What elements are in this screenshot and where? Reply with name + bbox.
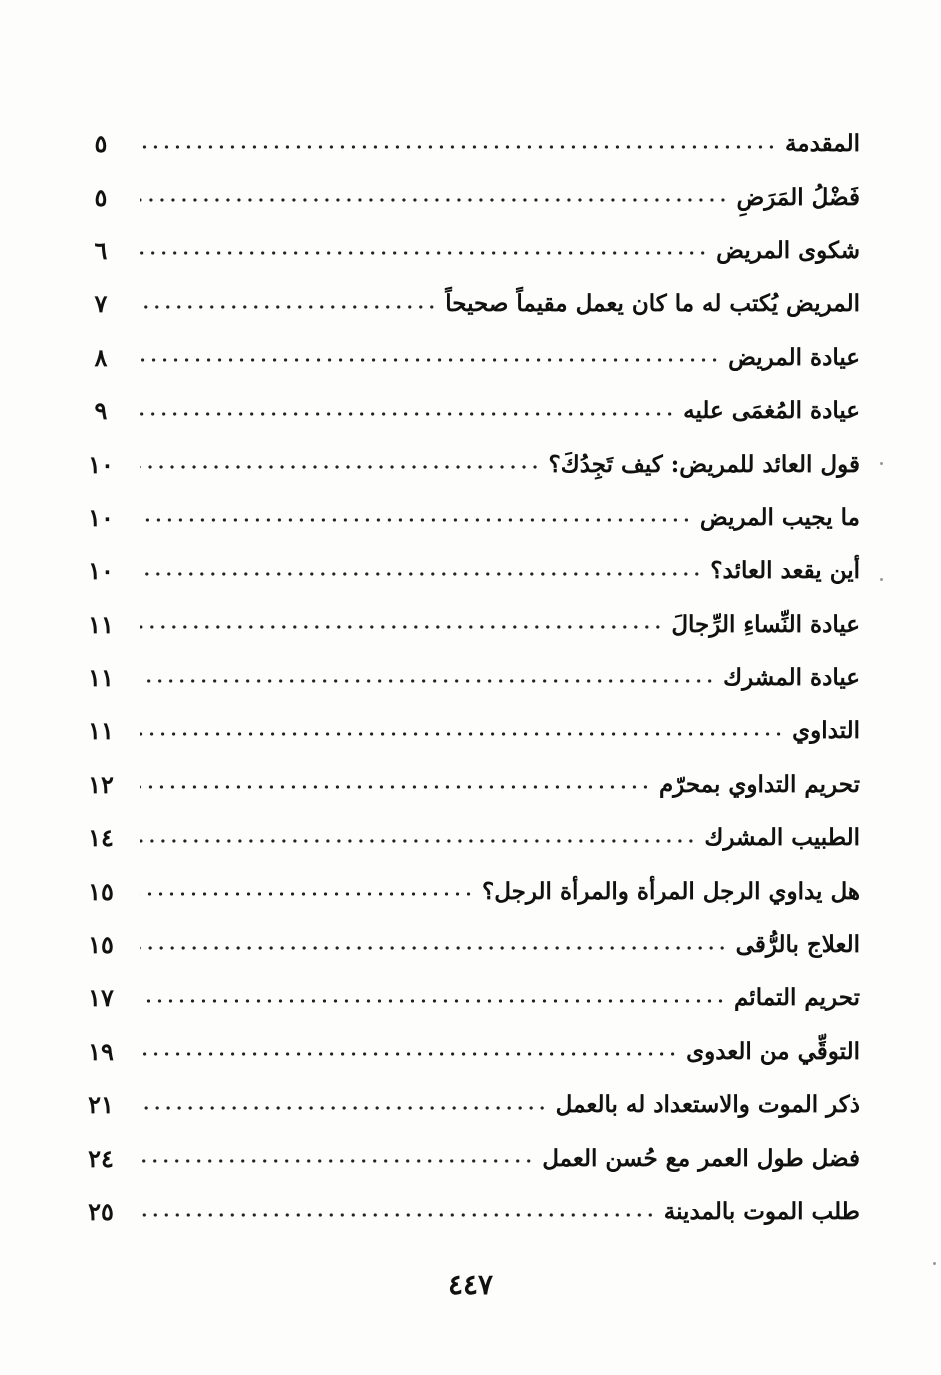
toc-entry-title: شكوى المريض	[716, 236, 860, 264]
toc-entry	[70, 1185, 860, 1238]
toc-entry-page: ٧	[94, 289, 108, 319]
toc-entry-page: ١٠	[88, 449, 114, 479]
toc-entry	[70, 544, 860, 597]
toc-entry-page: ١٥	[88, 876, 114, 906]
dot-leader	[140, 404, 675, 424]
toc-entry-title: المقدمة	[784, 130, 860, 158]
toc-entry	[70, 918, 860, 971]
dot-leader	[140, 1205, 656, 1225]
toc-entry-page: ٢٤	[88, 1143, 114, 1173]
toc-entry-title: التداوي	[792, 717, 860, 745]
toc-entry-page: ١٧	[88, 983, 114, 1013]
dot-leader	[140, 777, 651, 797]
toc-entry-page: ١١	[88, 716, 114, 746]
toc-entry	[70, 651, 860, 704]
toc-entry	[70, 117, 860, 170]
page-number: ٤٤٧	[447, 1268, 494, 1301]
dot-leader	[140, 190, 728, 210]
toc-entry-page: ٦	[94, 235, 108, 265]
toc-entry-page: ٢٥	[88, 1197, 114, 1226]
toc-entry-title: عيادة النِّساءِ الرِّجالَ	[671, 610, 860, 638]
toc-entry-title: طلب الموت بالمدينة	[663, 1198, 860, 1225]
toc-entry-title: المريض يُكتب له ما كان يعمل مقيماً صحيحاً	[445, 290, 860, 318]
dot-leader	[140, 457, 541, 477]
toc-entry	[70, 971, 860, 1024]
toc-entry-page: ١٤	[88, 823, 114, 853]
toc-entry-title: ما يجيب المريض	[699, 503, 860, 531]
toc-entry	[70, 1131, 860, 1184]
toc-entry-page: ٥	[94, 129, 108, 159]
scan-speck	[880, 462, 883, 465]
toc-entry	[70, 224, 860, 277]
toc-entry	[70, 598, 860, 651]
toc-entry	[70, 277, 860, 330]
toc-entry-title: عيادة المُغمَى عليه	[683, 397, 860, 425]
toc-entry-title: قول العائد للمريض: كيف تَجِدُكَ؟	[548, 450, 860, 478]
dot-leader	[140, 297, 437, 317]
toc-entry-title: العلاج بالرُّقى	[735, 931, 860, 959]
scan-speck	[933, 1262, 936, 1265]
dot-leader	[140, 137, 777, 157]
toc-entry	[70, 704, 860, 757]
dot-leader	[140, 617, 663, 637]
dot-leader	[140, 884, 474, 904]
toc-entry-page: ١٢	[88, 769, 114, 799]
dot-leader	[140, 1151, 534, 1171]
toc-entry	[70, 437, 860, 490]
dot-leader	[140, 938, 728, 958]
dot-leader	[140, 350, 720, 370]
toc-entry	[70, 170, 860, 223]
toc-entry-page: ١٥	[88, 930, 114, 960]
dot-leader	[140, 564, 702, 584]
toc-entry-page: ٩	[94, 396, 108, 426]
toc-entry	[70, 491, 860, 544]
dot-leader	[140, 510, 692, 530]
toc-entry-title: هل يداوي الرجل المرأة والمرأة الرجل؟	[482, 877, 860, 905]
toc-entry	[70, 758, 860, 811]
dot-leader	[140, 991, 726, 1011]
scan-speck	[880, 578, 883, 581]
toc-entry-page: ٢١	[88, 1090, 114, 1120]
dot-leader	[140, 831, 696, 851]
toc-entry-page: ٥	[94, 182, 108, 212]
toc-entry-page: ٨	[94, 342, 108, 372]
toc-entry	[70, 864, 860, 917]
toc-entry	[70, 384, 860, 437]
toc-entry-title: التوقِّي من العدوى	[686, 1037, 860, 1065]
dot-leader	[140, 671, 715, 691]
toc-entry-title: تحريم التمائم	[733, 984, 860, 1012]
toc-entry-title: عيادة المشرك	[723, 664, 860, 692]
toc-entry-page: ١١	[88, 663, 114, 693]
dot-leader	[140, 243, 708, 263]
toc-entry-title: فضل طول العمر مع حُسن العمل	[542, 1144, 860, 1172]
toc-entry-title: عيادة المريض	[728, 343, 860, 371]
toc-entry-page: ١١	[88, 609, 114, 639]
toc-entry-page: ١٠	[88, 502, 114, 532]
toc-entry	[70, 1025, 860, 1078]
toc-entry-title: ذكر الموت والاستعداد له بالعمل	[555, 1091, 860, 1119]
dot-leader	[140, 1044, 678, 1064]
toc-entry-page: ١٠	[88, 556, 114, 586]
toc-entry-title: تحريم التداوي بمحرّم	[658, 770, 860, 798]
dot-leader	[140, 724, 784, 744]
toc-entry	[70, 331, 860, 384]
toc-entry	[70, 811, 860, 864]
toc-entry-title: الطبيب المشرك	[704, 824, 860, 852]
table-of-contents	[70, 117, 860, 1238]
toc-entry-title: أين يقعد العائد؟	[710, 557, 860, 585]
toc-entry-page: ١٩	[88, 1036, 114, 1066]
toc-entry	[70, 1078, 860, 1131]
dot-leader	[140, 1098, 548, 1118]
toc-entry-title: فَضْلُ المَرَضِ	[736, 183, 860, 211]
